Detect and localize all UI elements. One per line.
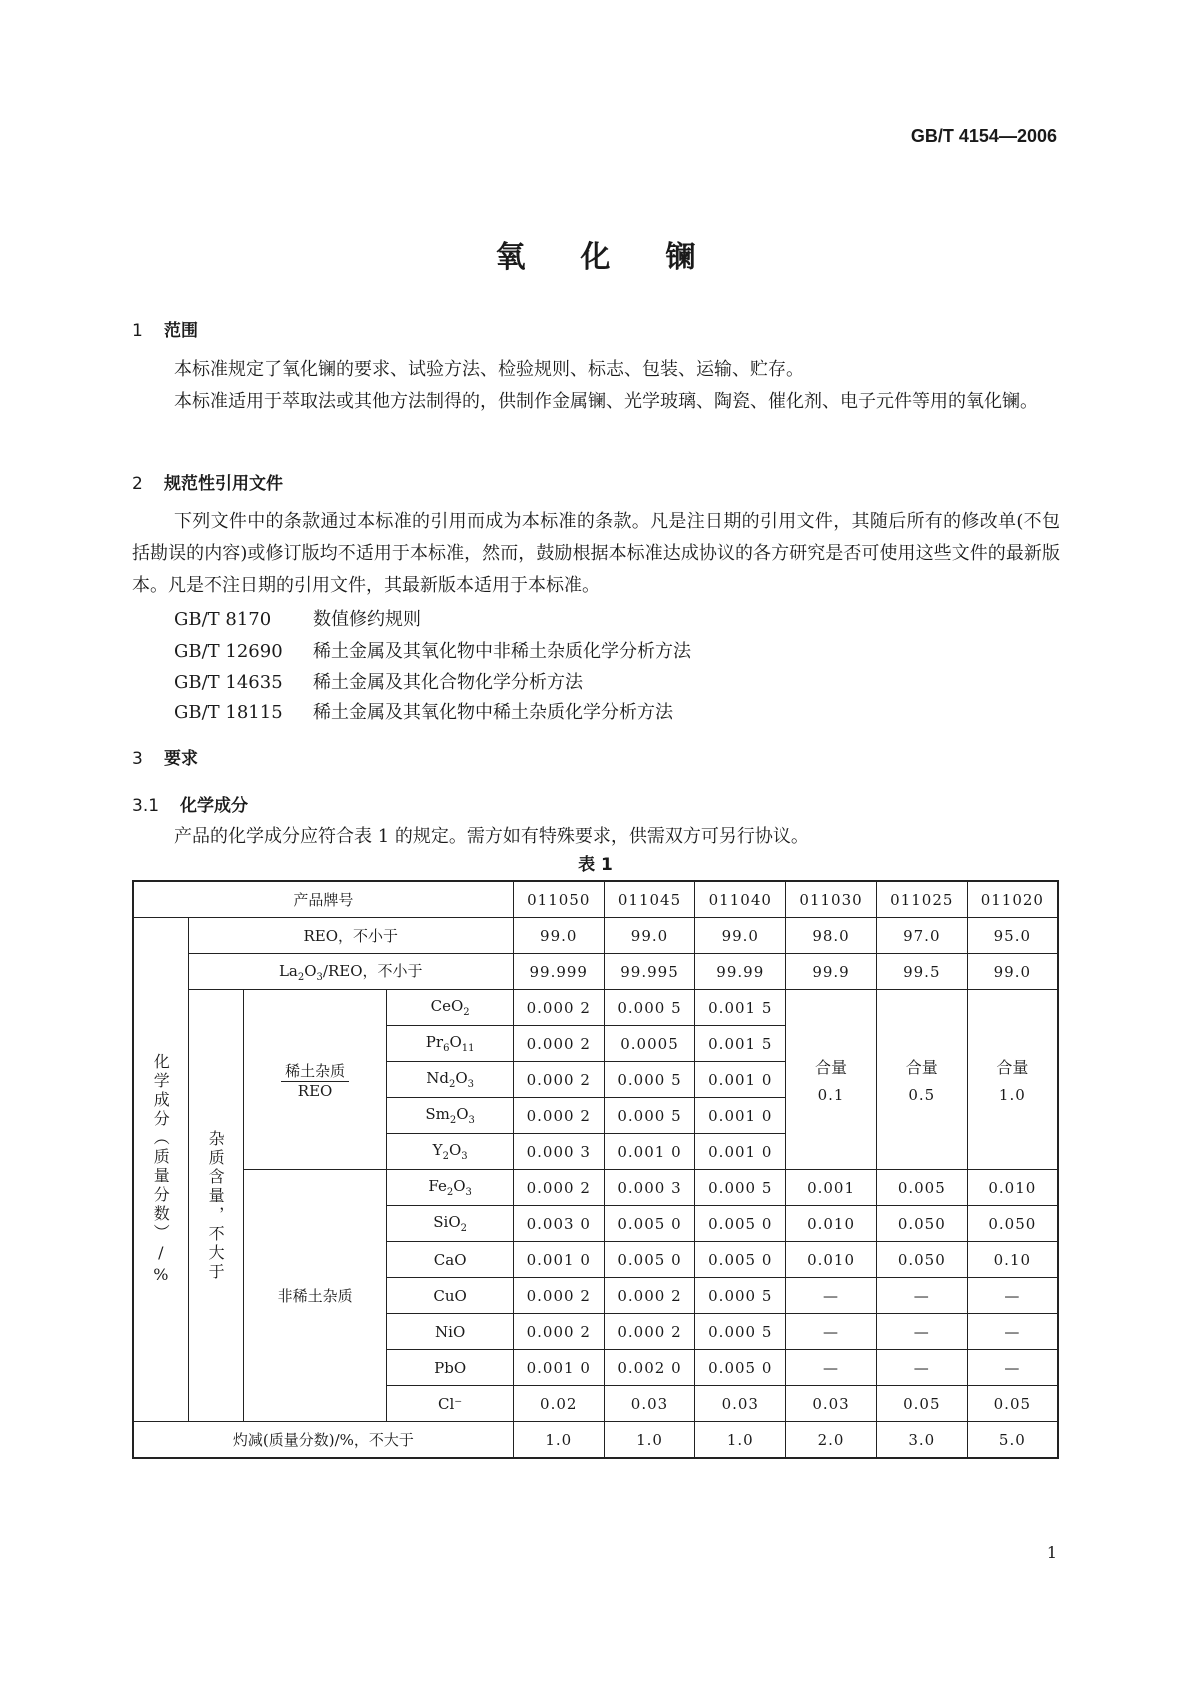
reference-code: GB/T 18115 [174, 702, 283, 723]
formula-subscript: 11 [461, 1043, 475, 1054]
reference-title: 稀土金属及其氧化物中稀土杂质化学分析方法 [313, 702, 673, 723]
value-cell: 0.000 2 [604, 1278, 695, 1314]
section-number: 3 [132, 749, 143, 769]
value-cell: 0.10 [967, 1242, 1058, 1278]
brand-code: 011020 [967, 881, 1058, 918]
formula-subscript: 3 [467, 1079, 475, 1090]
impurity-formula [387, 1242, 513, 1278]
value-cell: 0.05 [967, 1386, 1058, 1422]
value-cell: 5.0 [967, 1422, 1058, 1459]
formula-text: O [455, 1069, 468, 1087]
formula-text: Pr [425, 1033, 444, 1051]
value-cell: 1.0 [513, 1422, 604, 1459]
formula-text: Nd [426, 1069, 449, 1087]
impurity-formula [387, 990, 513, 1026]
value-cell: 0.003 0 [513, 1206, 604, 1242]
formula-text: O [449, 1033, 462, 1051]
combined-cell [786, 990, 877, 1170]
formula-text: SiO [433, 1213, 461, 1231]
formula-text: O [304, 962, 317, 980]
brand-code: 011050 [513, 881, 604, 918]
value-cell: 3.0 [876, 1422, 967, 1459]
section-title: 化学成分 [180, 796, 248, 816]
formula-subscript: 3 [468, 1115, 475, 1126]
reference-item [174, 668, 583, 694]
impurity-formula [387, 1278, 513, 1314]
formula-subscript: 2 [448, 1079, 456, 1090]
formula-subscript: 2 [297, 972, 305, 983]
value-cell: 0.000 5 [604, 1098, 695, 1134]
combined-label: 合量 [905, 1058, 938, 1077]
value-cell: 0.002 0 [604, 1350, 695, 1386]
group-label: 化学成分（质量分数）/% [151, 1052, 171, 1287]
combined-label: 合量 [815, 1058, 848, 1077]
value-cell: — [967, 1350, 1058, 1386]
value-cell: 0.000 5 [695, 1314, 786, 1350]
value-cell: 99.0 [967, 954, 1058, 990]
value-cell: 98.0 [786, 918, 877, 954]
value-cell: 99.5 [876, 954, 967, 990]
value-cell: 0.005 0 [695, 1242, 786, 1278]
value-cell: — [876, 1350, 967, 1386]
value-cell: 99.0 [513, 918, 604, 954]
formula-text: Cl⁻ [438, 1394, 463, 1413]
formula-text: NiO [435, 1322, 466, 1341]
paragraph: 本标准规定了氧化镧的要求、试验方法、检验规则、标志、包装、运输、贮存。 [174, 359, 804, 380]
value-cell: 99.99 [695, 954, 786, 990]
value-cell: 1.0 [695, 1422, 786, 1459]
value-cell: 0.03 [695, 1386, 786, 1422]
combined-label: 合量 [996, 1058, 1029, 1077]
value-cell: 0.000 2 [513, 1062, 604, 1098]
table-caption: 表 1 [578, 855, 613, 875]
loss-on-ignition-label: 灼减(质量分数)/%，不大于 [133, 1422, 513, 1459]
page-title: 氧化镧 [495, 240, 751, 275]
formula-text: O [448, 1141, 462, 1159]
value-cell: 0.001 5 [695, 1026, 786, 1062]
section-number: 2 [132, 474, 143, 494]
impurity-formula [387, 1350, 513, 1386]
formula-text: PbO [434, 1358, 467, 1377]
impurity-label-cell [188, 990, 243, 1422]
value-cell: 0.001 0 [695, 1062, 786, 1098]
value-cell: 99.995 [604, 954, 695, 990]
impurity-formula [387, 1026, 513, 1062]
standard-code: GB/T 4154—2006 [910, 126, 1057, 146]
formula-subscript: 3 [465, 1187, 472, 1198]
page-number: 1 [1046, 1543, 1057, 1562]
impurity-formula [387, 1062, 513, 1098]
value-cell: 0.000 5 [604, 990, 695, 1026]
value-cell: 0.03 [604, 1386, 695, 1422]
value-cell: 0.005 0 [604, 1242, 695, 1278]
value-cell: — [786, 1314, 877, 1350]
fraction-denominator: REO [297, 1081, 333, 1100]
paragraph: 下列文件中的条款通过本标准的引用而成为本标准的条款。凡是注日期的引用文件，其随后所有的修改单(不包括勘误的内容)或修订版均不适用于本标准，然而，鼓励根据本标准达成协议的各方研究是否可使用这些文件的最新版本。凡是不注日期的引用文件，其最新版本适用于本标准。 [132, 511, 1060, 596]
row-label: REO，不小于 [188, 918, 513, 954]
value-cell: 0.001 0 [513, 1242, 604, 1278]
value-cell: 0.000 2 [604, 1314, 695, 1350]
formula-text: O [453, 1177, 466, 1195]
combined-cell [876, 990, 967, 1170]
value-cell: 2.0 [786, 1422, 877, 1459]
combined-value: 1.0 [998, 1086, 1026, 1104]
value-cell: 0.000 2 [513, 990, 604, 1026]
formula-subscript: 2 [463, 1007, 470, 1018]
value-cell: 97.0 [876, 918, 967, 954]
formula-text: Y [432, 1141, 443, 1159]
section-title: 范围 [164, 321, 198, 341]
reference-item [174, 605, 421, 631]
value-cell: 0.000 5 [604, 1062, 695, 1098]
value-cell: 0.0005 [604, 1026, 695, 1062]
brand-code: 011025 [876, 881, 967, 918]
value-cell: 0.000 2 [513, 1170, 604, 1206]
reference-title: 稀土金属及其化合物化学分析方法 [313, 672, 583, 693]
value-cell: 99.9 [786, 954, 877, 990]
impurity-formula [387, 1170, 513, 1206]
impurity-formula [387, 1386, 513, 1422]
brand-code: 011030 [786, 881, 877, 918]
reference-code: GB/T 12690 [174, 641, 283, 662]
value-cell: 0.000 3 [604, 1170, 695, 1206]
formula-text: Sm [425, 1105, 450, 1123]
value-cell: 0.050 [967, 1206, 1058, 1242]
formula-text: /REO，不小于 [322, 962, 423, 980]
reference-title: 数值修约规则 [313, 609, 421, 630]
section-1-heading [132, 316, 198, 341]
value-cell: 99.0 [695, 918, 786, 954]
formula-subscript: 3 [461, 1151, 468, 1162]
rare-earth-label-cell [243, 990, 387, 1170]
value-cell: 0.000 2 [513, 1314, 604, 1350]
impurity-label: 杂质含量，不大于 [206, 1129, 226, 1282]
section-3-heading [132, 744, 198, 769]
value-cell: 0.050 [876, 1206, 967, 1242]
value-cell: 0.000 2 [513, 1098, 604, 1134]
value-cell: 0.001 [786, 1170, 877, 1206]
combined-value: 0.5 [908, 1086, 936, 1104]
value-cell: 0.000 5 [695, 1278, 786, 1314]
section-number: 3.1 [132, 796, 160, 816]
value-cell: 99.999 [513, 954, 604, 990]
reference-item [174, 698, 673, 724]
reference-title: 稀土金属及其氧化物中非稀土杂质化学分析方法 [313, 641, 691, 662]
formula-text: CuO [433, 1286, 467, 1305]
formula-subscript: 2 [449, 1115, 457, 1126]
impurity-formula [387, 1314, 513, 1350]
value-cell: 0.005 0 [604, 1206, 695, 1242]
value-cell: 0.001 0 [695, 1098, 786, 1134]
value-cell: 0.000 3 [513, 1134, 604, 1170]
reference-code: GB/T 14635 [174, 672, 283, 693]
combined-value: 0.1 [817, 1086, 845, 1104]
brand-header: 产品牌号 [133, 881, 513, 918]
value-cell: 0.005 0 [695, 1350, 786, 1386]
paragraph: 产品的化学成分应符合表 1 的规定。需方如有特殊要求，供需双方可另行协议。 [174, 826, 809, 847]
section-3-1-heading [132, 791, 248, 816]
formula-text: Fe [428, 1177, 447, 1195]
formula-subscript: 3 [316, 972, 323, 983]
value-cell: 0.050 [876, 1242, 967, 1278]
section-title: 要求 [164, 749, 198, 769]
value-cell: 0.001 0 [604, 1134, 695, 1170]
value-cell: 0.000 2 [513, 1278, 604, 1314]
value-cell: 0.05 [876, 1386, 967, 1422]
formula-subscript: 6 [443, 1043, 450, 1054]
value-cell: — [967, 1314, 1058, 1350]
value-cell: 0.010 [786, 1206, 877, 1242]
fraction-numerator: 稀土杂质 [281, 1060, 349, 1082]
reference-item [174, 637, 691, 663]
value-cell: 0.001 0 [513, 1350, 604, 1386]
brand-code: 011040 [695, 881, 786, 918]
formula-text: La [278, 962, 298, 980]
value-cell: 0.02 [513, 1386, 604, 1422]
non-rare-earth-label: 非稀土杂质 [243, 1170, 387, 1422]
formula-text: CeO [430, 997, 464, 1015]
value-cell: 0.000 2 [513, 1026, 604, 1062]
value-cell: 0.03 [786, 1386, 877, 1422]
value-cell: — [876, 1278, 967, 1314]
reference-code: GB/T 8170 [174, 609, 272, 630]
value-cell: 1.0 [604, 1422, 695, 1459]
value-cell: 99.0 [604, 918, 695, 954]
paragraph: 本标准适用于萃取法或其他方法制得的，供制作金属镧、光学玻璃、陶瓷、催化剂、电子元件等用的氧化镧。 [174, 391, 1038, 412]
formula-subscript: 2 [460, 1223, 468, 1234]
impurity-formula [387, 1206, 513, 1242]
row-label [188, 954, 513, 990]
value-cell: 0.001 5 [695, 990, 786, 1026]
value-cell: 95.0 [967, 918, 1058, 954]
combined-cell [967, 990, 1058, 1170]
formula-subscript: 2 [446, 1187, 454, 1198]
impurity-formula [387, 1134, 513, 1170]
chemical-composition-table [132, 880, 1059, 1459]
section-2-heading [132, 469, 283, 494]
section-title: 规范性引用文件 [164, 474, 283, 494]
formula-text: O [456, 1105, 469, 1123]
value-cell: 0.005 [876, 1170, 967, 1206]
group-label-cell [133, 918, 188, 1422]
value-cell: — [967, 1278, 1058, 1314]
rare-earth-fraction [281, 1060, 349, 1100]
value-cell: — [876, 1314, 967, 1350]
value-cell: — [786, 1350, 877, 1386]
value-cell: 0.000 5 [695, 1170, 786, 1206]
value-cell: 0.001 0 [695, 1134, 786, 1170]
brand-code: 011045 [604, 881, 695, 918]
formula-text: CaO [433, 1250, 467, 1269]
value-cell: 0.010 [967, 1170, 1058, 1206]
value-cell: 0.005 0 [695, 1206, 786, 1242]
impurity-formula [387, 1098, 513, 1134]
formula-subscript: 2 [442, 1151, 449, 1162]
value-cell: 0.010 [786, 1242, 877, 1278]
value-cell: — [786, 1278, 877, 1314]
section-number: 1 [132, 321, 143, 341]
